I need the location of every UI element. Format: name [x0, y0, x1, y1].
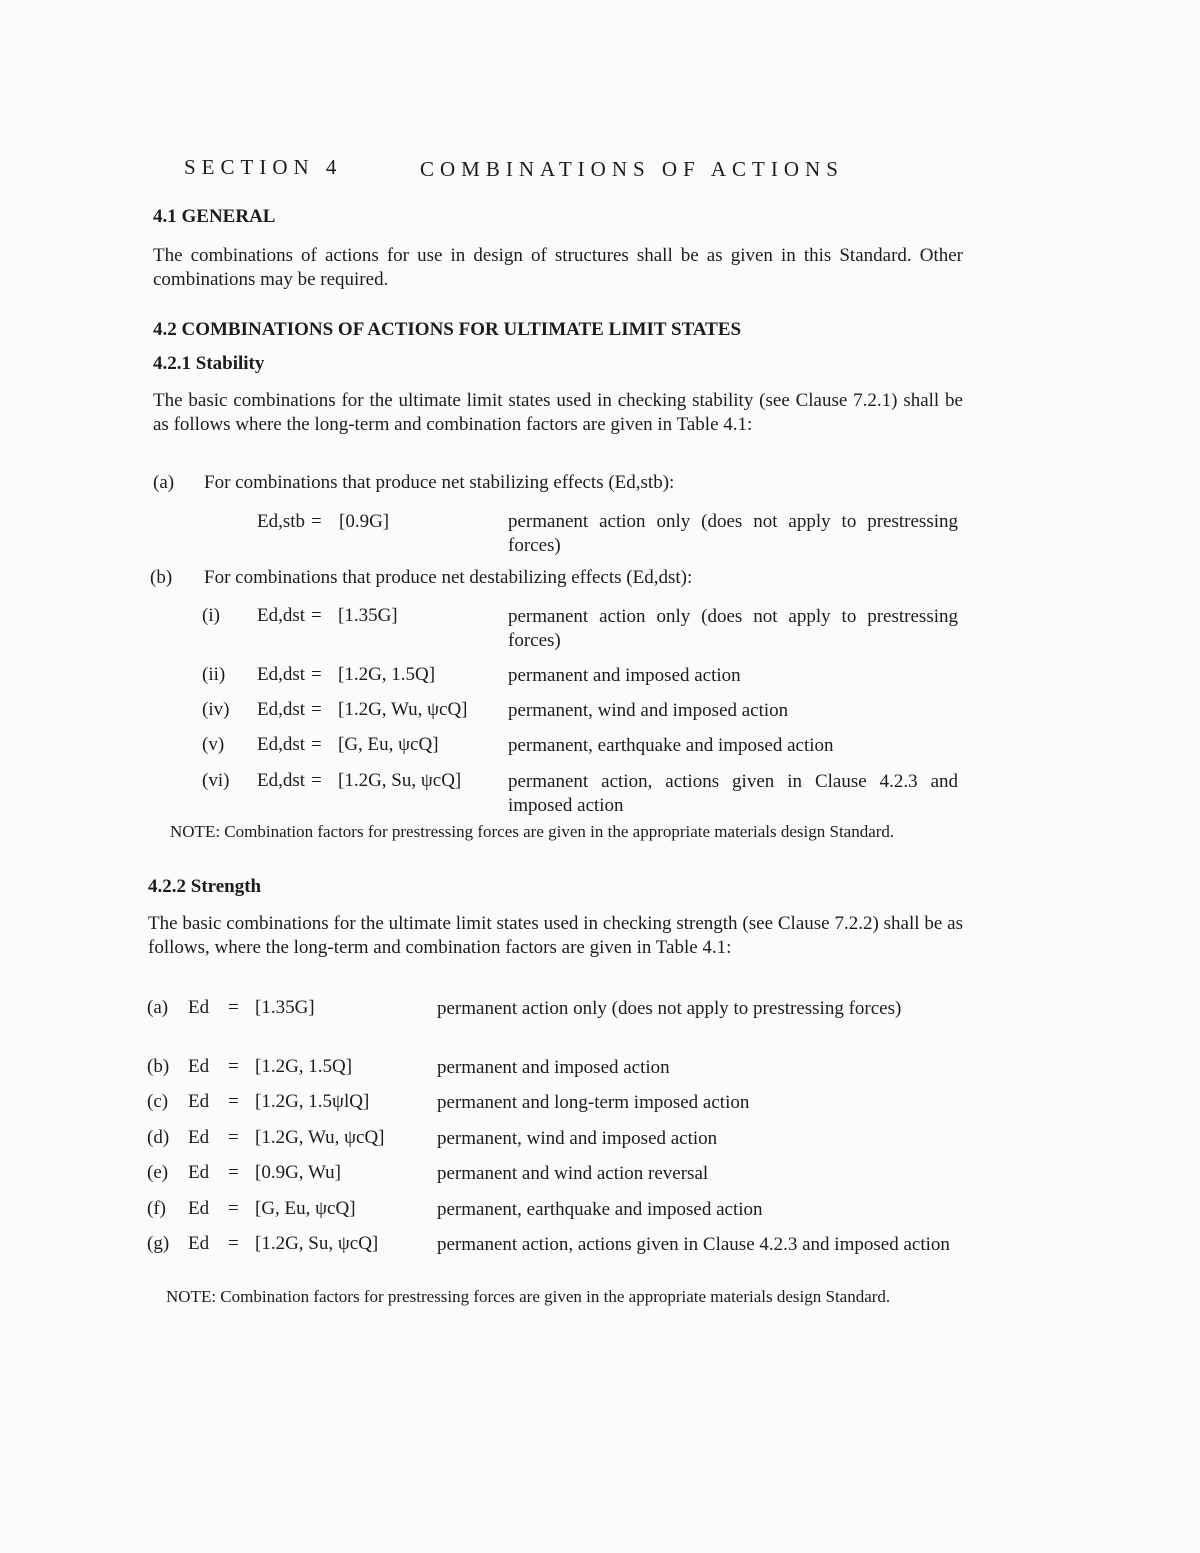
strength-note: NOTE: Combination factors for prestressing forces are given in the appropriate materials design Standard. — [166, 1287, 891, 1306]
equals-sign: = — [311, 511, 322, 532]
equals-sign: = — [311, 605, 322, 626]
equation-description: permanent and imposed action — [508, 665, 741, 686]
equals-sign: = — [311, 770, 322, 791]
equation-description: permanent and wind action reversal — [437, 1163, 709, 1184]
row-label: (g) — [147, 1233, 170, 1254]
equation-rhs: [1.2G, Su, ψcQ] — [255, 1233, 379, 1254]
equation-rhs: [1.35G] — [255, 997, 315, 1018]
heading-general: 4.1 GENERAL — [153, 206, 276, 227]
equation-lhs: Ed — [188, 1091, 210, 1112]
stability-intro: The basic combinations for the ultimate limit states used in checking stability (see Clause 7.2.1) shall be as follows where the long-term and combination factors are given in Table 4.1: — [153, 390, 963, 435]
equation-rhs: [G, Eu, ψcQ] — [338, 734, 439, 755]
equation-lhs: Ed — [188, 1127, 210, 1148]
stability-b-label: (b) — [150, 567, 173, 588]
row-label: (v) — [202, 734, 225, 755]
section-label: SECTION 4 — [184, 155, 343, 179]
equals-sign: = — [311, 699, 322, 720]
equation-description: permanent and imposed action — [437, 1057, 670, 1078]
row-label: (c) — [147, 1091, 169, 1112]
equation-rhs: [1.2G, 1.5Q] — [255, 1056, 353, 1077]
row-label: (e) — [147, 1162, 169, 1183]
equation-lhs: Ed,stb — [257, 511, 306, 532]
section-title: COMBINATIONS OF ACTIONS — [420, 157, 844, 181]
equals-sign: = — [228, 1091, 239, 1112]
general-paragraph: The combinations of actions for use in design of structures shall be as given in this Standard. Other combinations may be required. — [153, 245, 963, 290]
stability-a-label: (a) — [153, 472, 175, 493]
row-label: (b) — [147, 1056, 170, 1077]
equation-description: permanent action only (does not apply to prestressing forces) — [508, 511, 958, 556]
equation-description: permanent action only (does not apply to prestressing forces) — [508, 606, 958, 651]
equation-description: permanent, wind and imposed action — [508, 700, 789, 721]
equation-description: permanent and long-term imposed action — [437, 1092, 750, 1113]
equation-rhs: [1.2G, Wu, ψcQ] — [255, 1127, 385, 1148]
equation-description: permanent, earthquake and imposed action — [508, 735, 834, 756]
equation-rhs: [0.9G] — [339, 511, 390, 532]
equals-sign: = — [228, 1127, 239, 1148]
equation-lhs: Ed,dst — [257, 734, 306, 755]
equation-description: permanent action, actions given in Clause 4.2.3 and imposed action — [437, 1234, 950, 1255]
equation-description: permanent, wind and imposed action — [437, 1128, 718, 1149]
equals-sign: = — [228, 1056, 239, 1077]
equation-description: permanent, earthquake and imposed action — [437, 1199, 763, 1220]
equation-lhs: Ed,dst — [257, 699, 306, 720]
equals-sign: = — [228, 1162, 239, 1183]
equation-lhs: Ed — [188, 1198, 210, 1219]
heading-strength: 4.2.2 Strength — [148, 876, 262, 897]
heading-stability: 4.2.1 Stability — [153, 353, 265, 374]
row-label: (ii) — [202, 664, 226, 685]
equation-description: permanent action, actions given in Clause 4.2.3 and imposed action — [508, 771, 958, 816]
equation-lhs: Ed — [188, 997, 210, 1018]
equation-rhs: [1.2G, 1.5Q] — [338, 664, 436, 685]
equation-lhs: Ed,dst — [257, 605, 306, 626]
row-label: (iv) — [202, 699, 230, 720]
equals-sign: = — [228, 997, 239, 1018]
equals-sign: = — [228, 1233, 239, 1254]
stability-a-text: For combinations that produce net stabilizing effects (Ed,stb): — [204, 472, 675, 493]
equation-rhs: [1.2G, 1.5ψlQ] — [255, 1091, 370, 1112]
row-label: (d) — [147, 1127, 170, 1148]
equation-rhs: [1.35G] — [338, 605, 398, 626]
equals-sign: = — [228, 1198, 239, 1219]
row-label: (a) — [147, 997, 169, 1018]
equals-sign: = — [311, 734, 322, 755]
row-label: (vi) — [202, 770, 230, 791]
equation-lhs: Ed — [188, 1233, 210, 1254]
equation-rhs: [1.2G, Wu, ψcQ] — [338, 699, 468, 720]
equation-lhs: Ed,dst — [257, 770, 306, 791]
equation-rhs: [G, Eu, ψcQ] — [255, 1198, 356, 1219]
row-label: (f) — [147, 1198, 166, 1219]
strength-intro: The basic combinations for the ultimate limit states used in checking strength (see Clause 7.2.2) shall be as follows, where the long-term and combination factors are given in Table 4.1: — [148, 913, 963, 958]
equation-lhs: Ed — [188, 1162, 210, 1183]
equation-rhs: [0.9G, Wu] — [255, 1162, 341, 1183]
stability-b-text: For combinations that produce net destabilizing effects (Ed,dst): — [204, 567, 693, 588]
equals-sign: = — [311, 664, 322, 685]
equation-description: permanent action only (does not apply to prestressing forces) — [437, 998, 902, 1019]
stability-note: NOTE: Combination factors for prestressing forces are given in the appropriate materials design Standard. — [170, 822, 895, 841]
equation-lhs: Ed,dst — [257, 664, 306, 685]
row-label: (i) — [202, 605, 220, 626]
equation-rhs: [1.2G, Su, ψcQ] — [338, 770, 462, 791]
heading-uls: 4.2 COMBINATIONS OF ACTIONS FOR ULTIMATE LIMIT STATES — [153, 319, 742, 340]
equation-lhs: Ed — [188, 1056, 210, 1077]
